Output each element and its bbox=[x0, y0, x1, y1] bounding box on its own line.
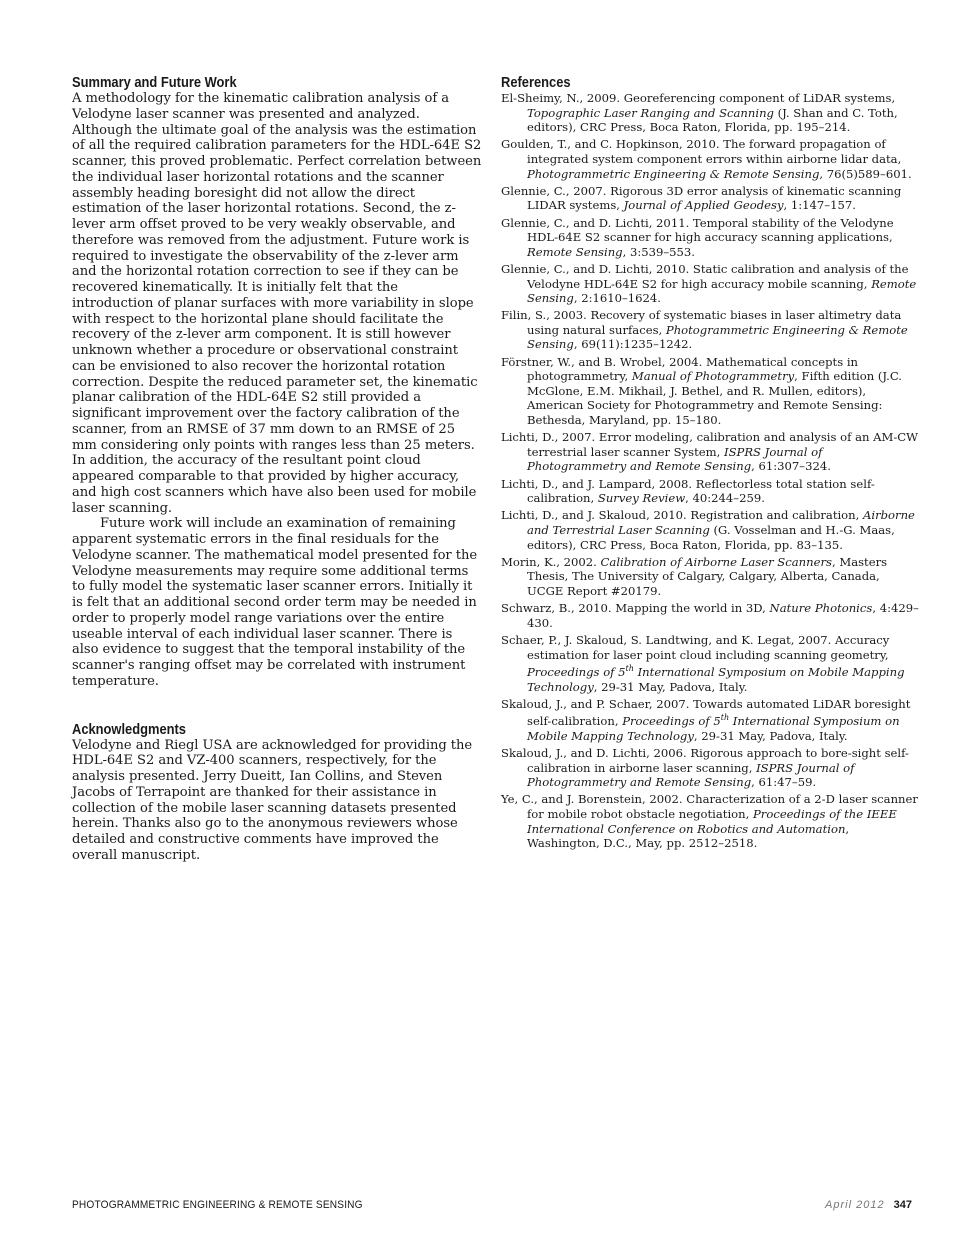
reference-details: , 4:429–430. bbox=[527, 601, 919, 630]
reference-details: , Fifth edition (J.C. McGlone, E.M. Mikhail, J. Bethel, and R. Mullen, editors), American Society for Photogrammetry and Remote Sensing: Bethesda, Maryland, pp. 15–180. bbox=[527, 369, 902, 428]
reference-item bbox=[501, 601, 919, 630]
footer-date: April 2012 bbox=[825, 1199, 885, 1211]
reference-source: Remote Sensing bbox=[527, 276, 917, 306]
reference-details: , 76(5)589–601. bbox=[819, 166, 912, 181]
page-number: 347 bbox=[893, 1199, 912, 1211]
reference-item bbox=[501, 137, 919, 181]
reference-details: , 29-31 May, Padova, Italy. bbox=[693, 728, 848, 743]
reference-item bbox=[501, 555, 919, 599]
reference-authors-title: Skaloud, J., and D. Lichti, 2006. Rigorous approach to bore-sight self-calibration in airborne laser scanning, bbox=[501, 745, 909, 775]
reference-source: Proceedings of 5th International Symposium on Mobile Mapping Technology bbox=[527, 664, 905, 694]
reference-item bbox=[501, 262, 919, 306]
reference-authors-title: Schaer, P., J. Skaloud, S. Landtwing, and K. Legat, 2007. Accuracy estimation for laser point cloud including scanning geometry, bbox=[501, 632, 890, 662]
acknowledgments-text: Velodyne and Riegl USA are acknowledged for providing the HDL-64E S2 and VZ-400 scanners, respectively, for the analysis presented. Jerry Dueitt, Ian Collins, and Steven Jacobs of Terrapoint are thanked for their assistance in collection of the mobile laser scanning datasets presented herein. Thanks also go to the anonymous reviewers whose detailed and constructive comments have improved the overall manuscript. bbox=[72, 737, 473, 863]
reference-source: Proceedings of the IEEE International Conference on Robotics and Automation bbox=[527, 806, 897, 836]
reference-authors-title: Filin, S., 2003. Recovery of systematic biases in laser altimetry data using natural surfaces, bbox=[501, 308, 902, 337]
reference-details: , Masters Thesis, The University of Calgary, Calgary, Alberta, Canada, UCGE Report #20179. bbox=[527, 554, 888, 598]
reference-authors-title: Glennie, C., 2007. Rigorous 3D error analysis of kinematic scanning LIDAR systems, bbox=[501, 183, 902, 213]
reference-source: Topographic Laser Ranging and Scanning bbox=[527, 105, 774, 120]
reference-authors-title: El-Sheimy, N., 2009. Georeferencing component of LiDAR systems, bbox=[501, 91, 896, 105]
reference-source: Manual of Photogrammetry bbox=[631, 369, 795, 384]
summary-p1-part-c: of 25 mm considering only points with ranges less than 25 meters. In addition, the accuracy of the resultant point cloud appeared comparable to that provided by higher accuracy, and high cost scanners which have also been used for mobile laser scanning. bbox=[72, 421, 477, 516]
reference-authors-title: Förstner, W., and B. Wrobel, 2004. Mathematical concepts in photogrammetry, bbox=[501, 354, 859, 384]
acknowledgments-heading: Acknowledgments bbox=[72, 720, 186, 738]
reference-authors-title: Glennie, C., and D. Lichti, 2011. Temporal stability of the Velodyne HDL-64E S2 scanner for high accuracy scanning applications, bbox=[501, 215, 894, 245]
summary-paragraph-2: Future work will include an examination of remaining apparent systematic errors in the final residuals for the Velodyne scanner. The mathematical model presented for the Velodyne measurements may require some additional terms to fully model the systematic laser scanner errors. Initially it is felt that an additional second order term may be needed in order to properly model range variations over the entire useable interval of each individual laser scanner. There is also evidence to suggest that the temporal instability of the scanner's ranging offset may be correlated with instrument temperature. bbox=[72, 516, 478, 689]
reference-details: , 3:539–553. bbox=[622, 244, 695, 259]
reference-details: , 29-31 May, Padova, Italy. bbox=[593, 679, 748, 694]
reference-item bbox=[501, 184, 919, 213]
reference-item bbox=[501, 91, 919, 135]
reference-details: (G. Vosselman and H.-G. Maas, editors), CRC Press, Boca Raton, Florida, pp. 83–135. bbox=[527, 522, 895, 552]
reference-source: Photogrammetric Engineering & Remote Sensing bbox=[527, 322, 908, 352]
reference-item bbox=[501, 746, 919, 790]
reference-source: Calibration of Airborne Laser Scanners bbox=[600, 554, 832, 569]
rmse-term: RMSE bbox=[186, 421, 229, 437]
reference-source: Nature Photonics bbox=[769, 601, 873, 616]
reference-authors-title: Goulden, T., and C. Hopkinson, 2010. The forward propagation of integrated system component errors within airborne lidar data, bbox=[501, 137, 902, 166]
reference-source: ISPRS Journal of Photogrammetry and Remote Sensing bbox=[527, 760, 855, 790]
reference-list bbox=[501, 91, 919, 851]
reference-item bbox=[501, 216, 919, 260]
reference-item bbox=[501, 508, 919, 552]
rmse-term: RMSE bbox=[375, 421, 418, 437]
reference-details: , 2:1610–1624. bbox=[573, 291, 661, 306]
reference-authors-title: Lichti, D., and J. Skaloud, 2010. Registration and calibration, bbox=[501, 508, 863, 523]
summary-heading: Summary and Future Work bbox=[72, 74, 237, 91]
footer-page-info bbox=[825, 1199, 912, 1211]
reference-details: (J. Shan and C. Toth, editors), CRC Press, Boca Raton, Florida, pp. 195–214. bbox=[527, 105, 898, 135]
summary-p1-part-a: A methodology for the kinematic calibration analysis of a Velodyne laser scanner was presented and analyzed. Although the ultimate goal of the analysis was the estimation of all the required calibration parameters for the HDL-64E S2 scanner, this proved problematic. Perfect correlation between the individual laser horizontal rotations and the scanner assembly heading boresight did not allow the direct estimation of the laser horizontal rotations. Second, the z-lever arm offset proved to be very weakly observable, and therefore was removed from the adjustment. Future work is required to investigate the observability of the z-lever arm and the horizontal rotation correction to see if they can be recovered kinematically. It is initially felt that the introduction of planar surfaces with more variability in slope with respect to the horizontal plane should facilitate the recovery of the z-lever arm component. It is still however unknown whether a procedure or observational constraint can be envisioned to also recover the horizontal rotation correction. Despite the reduced parameter set, the kinematic planar calibration of the HDL-64E S2 still provided a significant improvement over the factory calibration of the scanner, from an bbox=[72, 91, 482, 437]
reference-source: Airborne and Terrestrial Laser Scanning bbox=[527, 508, 915, 537]
reference-source: ISPRS Journal of Photogrammetry and Remote Sensing bbox=[527, 444, 823, 474]
reference-details: , 1:147–157. bbox=[783, 198, 856, 213]
reference-details: , 61:47–59. bbox=[751, 775, 817, 790]
reference-item bbox=[501, 308, 919, 352]
reference-authors-title: Ye, C., and J. Borenstein, 2002. Characterization of a 2-D laser scanner for mobile robot obstacle negotiation, bbox=[501, 792, 918, 821]
summary-p1-part-b: of 37 mm down to an bbox=[228, 421, 376, 437]
right-column bbox=[501, 75, 919, 853]
reference-authors-title: Schwarz, B., 2010. Mapping the world in 3D, bbox=[501, 601, 770, 616]
reference-details: , 40:244–259. bbox=[685, 491, 765, 506]
reference-item bbox=[501, 792, 919, 850]
reference-source: Survey Review bbox=[597, 491, 686, 506]
references-heading: References bbox=[501, 74, 571, 91]
reference-source: Proceedings of 5th International Symposium on Mobile Mapping Technology bbox=[527, 713, 900, 743]
reference-details: , Washington, D.C., May, pp. 2512–2518. bbox=[527, 821, 850, 851]
reference-item bbox=[501, 477, 919, 506]
reference-authors-title: Morin, K., 2002. bbox=[501, 554, 601, 569]
reference-source: Remote Sensing bbox=[527, 244, 623, 259]
reference-details: , 69(11):1235–1242. bbox=[573, 337, 693, 352]
reference-item bbox=[501, 430, 919, 474]
reference-item bbox=[501, 633, 919, 694]
reference-item bbox=[501, 355, 919, 428]
reference-source: Photogrammetric Engineering & Remote Sensing bbox=[527, 166, 820, 181]
footer-journal-name: PHOTOGRAMMETRIC ENGINEERING & REMOTE SENSING bbox=[72, 1199, 363, 1211]
left-column bbox=[72, 75, 482, 864]
reference-source: Journal of Applied Geodesy bbox=[623, 198, 784, 213]
reference-details: , 61:307–324. bbox=[751, 459, 831, 474]
reference-authors-title: Glennie, C., and D. Lichti, 2010. Static calibration and analysis of the Velodyne HDL-64E S2 for high accuracy mobile scanning, bbox=[501, 261, 909, 291]
reference-item bbox=[501, 697, 919, 744]
summary-paragraph-1 bbox=[72, 91, 482, 516]
reference-authors-title: Lichti, D., and J. Lampard, 2008. Reflectorless total station self-calibration, bbox=[501, 476, 875, 506]
reference-authors-title: Lichti, D., 2007. Error modeling, calibration and analysis of an AM-CW terrestrial laser scanner System, bbox=[501, 430, 919, 459]
reference-authors-title: Skaloud, J., and P. Schaer, 2007. Towards automated LiDAR boresight self-calibration, bbox=[501, 696, 911, 729]
